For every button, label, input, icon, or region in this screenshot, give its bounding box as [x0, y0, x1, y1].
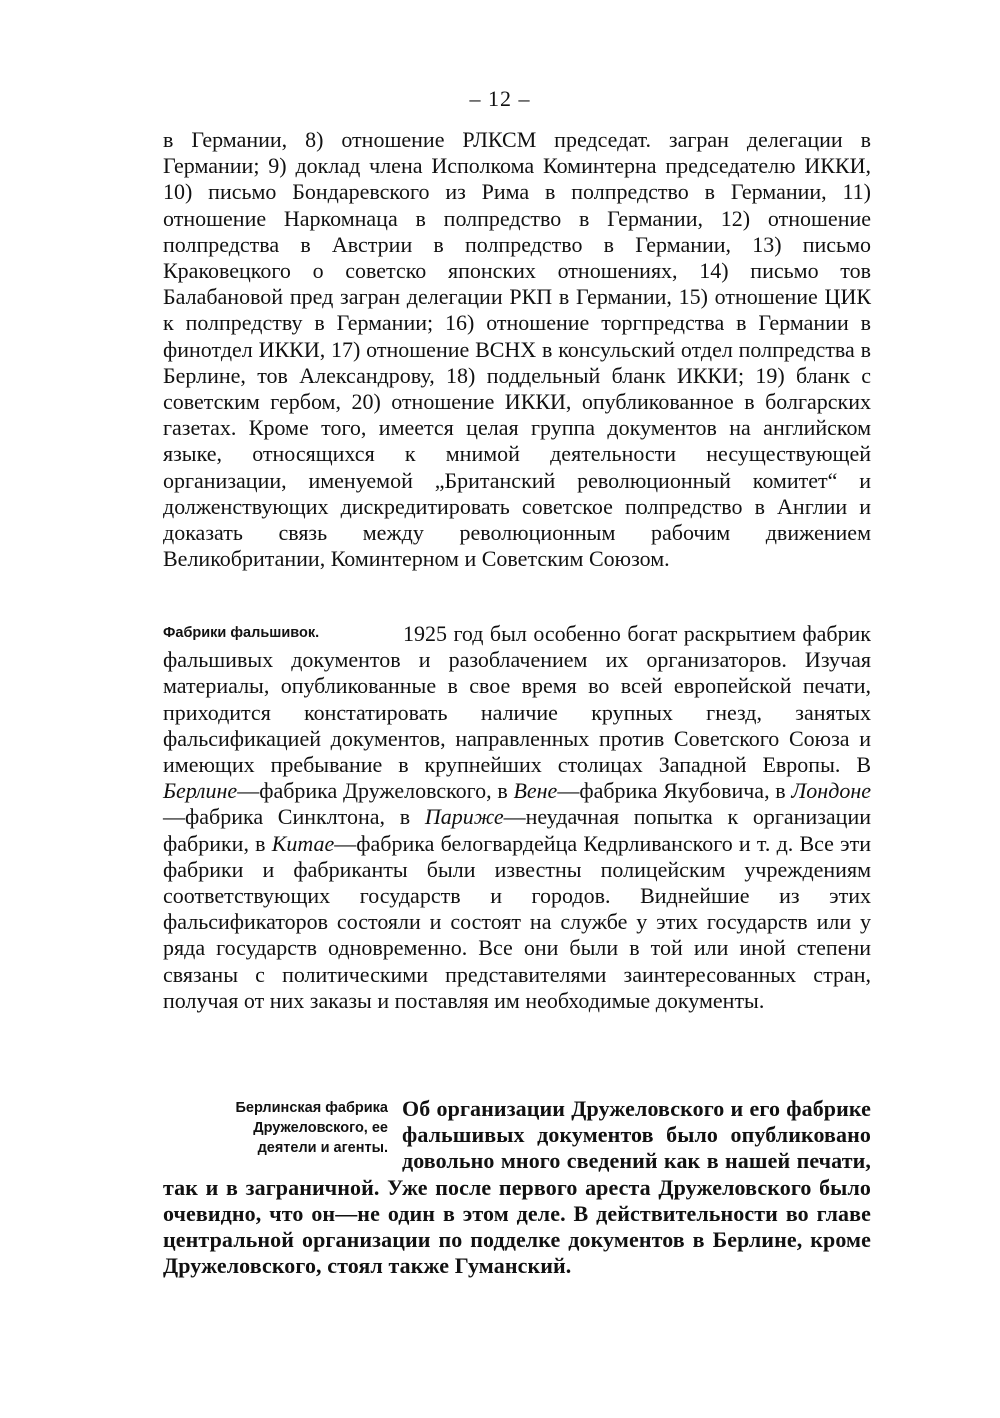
text-run: —фабрика Дружеловского, в	[237, 778, 514, 804]
city-london: Лондоне	[791, 778, 871, 804]
page-number: – 12 –	[469, 86, 531, 111]
side-heading-line: Дружеловского, ее	[253, 1120, 388, 1136]
text-run: —фабрика Синклтона, в	[163, 804, 425, 830]
city-china: Китае	[271, 830, 335, 856]
side-heading-line: деятели и агенты.	[257, 1140, 388, 1156]
section-berlin-factory-text: Об организации Дружеловского и его фабрике фальшивых документов было опубликовано довольно много сведений как в нашей печати, так и в заграничной. Уже после первого ареста Дружеловского было очевидно, что он—не один в этом деле. В действительности во главе центральной организации по подделке документов в Берлине, кроме Дружеловского, стоял также Гуманский.	[163, 1096, 871, 1279]
section-fabrics	[163, 621, 871, 1014]
side-heading-berlin-factory	[163, 1098, 388, 1158]
city-vienna: Вене	[513, 778, 558, 804]
side-heading-line: Берлинская фабрика	[235, 1100, 388, 1116]
text-run: —фабрика белогвардейца Кедрливанского и т. д. Все эти фабрики и фабриканты были известны полицейским учреждениям соответствующих государств и городов. Виднейшие из этих фальсификаторов состояли и состоят на службе у этих государств или у ряда государств одновременно. Все они были в той или иной степени связаны с политическими представителями заинтересованных стран, получая от них заказы и поставляя им необходимые документы.	[163, 830, 871, 1013]
side-heading-fabrics: Фабрики фальшивок.	[163, 625, 320, 641]
paragraph-continued: в Германии, 8) отношение РЛКСМ председат. загран делегации в Германии; 9) доклад члена Исполкома Коминтерна председателю ИККИ, 10) письмо Бондаревского из Рима в полпредство в Германии, 11) отношение Наркомнаца в полпредство в Германии, 12) отношение полпредства в Австрии в полпредство в Германии, 13) письмо Краковецкого о советско японских отношениях, 14) письмо тов Балабановой пред загран делегации РКП в Германии, 15) отношение ЦИК к полпредству в Германии; 16) отношение торгпредства в Германии в финотдел ИККИ, 17) отношение ВСНХ в консульский отдел полпредства в Берлине, тов Александрову, 18) поддельный бланк ИККИ; 19) бланк с советским гербом, 20) отношение ИККИ, опубликованное в болгарских газетах. Кроме того, имеется целая группа документов на английском языке, относящихся к мнимой деятельности несуществующей организации, именуемой „Британский революционный комитет“ и долженствующих дискредитировать советское полпредство в Англии и доказать связь между революционным рабочим движением Великобритании, Коминтерном и Советским Союзом.	[163, 127, 871, 572]
section-fabrics-text	[163, 621, 871, 1013]
text-run: —фабрика Якубовича, в	[557, 778, 792, 804]
section-berlin-factory	[163, 1096, 871, 1279]
text-run: —неудачная попытка к организации фабрики, в	[163, 804, 871, 856]
text-run: 1925 год был особенно богат раскрытием фабрик фальшивых документов и разоблачением их организаторов. Изучая материалы, опубликованные в свое время во всей европейской печати, приходится констатировать наличие крупных гнезд, занятых фальсификацией документов, направленных против Советского Союза и имеющих пребывание в крупнейших столицах Западной Европы. В	[163, 621, 871, 778]
city-berlin: Берлине	[163, 778, 238, 804]
city-paris: Париже	[424, 804, 504, 830]
